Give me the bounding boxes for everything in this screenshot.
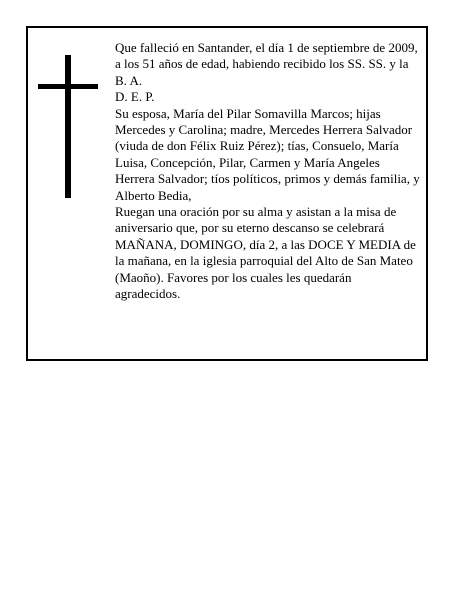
rip-line: D. E. P. [115, 89, 155, 105]
obituary-notice [26, 26, 428, 361]
notice-text [115, 40, 420, 303]
death-announcement: Que falleció en Santander, el día 1 de septiembre de 2009, a los 51 años de edad, habiendo recibido los SS. SS. y la B. A. [115, 40, 418, 88]
family-list: Su esposa, María del Pilar Somavilla Marcos; hijas Mercedes y Carolina; madre, Mercedes Herrera Salvador (viuda de don Félix Ruiz Pérez); tías, Consuelo, María Luisa, Concepción, Pilar, Carmen y María Angeles Herrera Salvador; tíos políticos, primos y demás familia, y Alberto Bedia, [115, 105, 420, 203]
cross-vertical-bar [65, 55, 71, 198]
latin-cross-icon [38, 55, 98, 198]
cross-horizontal-bar [38, 84, 98, 89]
mass-invitation: Ruegan una oración por su alma y asistan a la misa de aniversario que, por su eterno descanso se celebrará MAÑANA, DOMINGO, día 2, a las DOCE Y MEDIA de la mañana, en la iglesia parroquial del Alto de San Mateo (Maoño). Favores por los cuales les quedarán agradecidos. [115, 204, 416, 302]
